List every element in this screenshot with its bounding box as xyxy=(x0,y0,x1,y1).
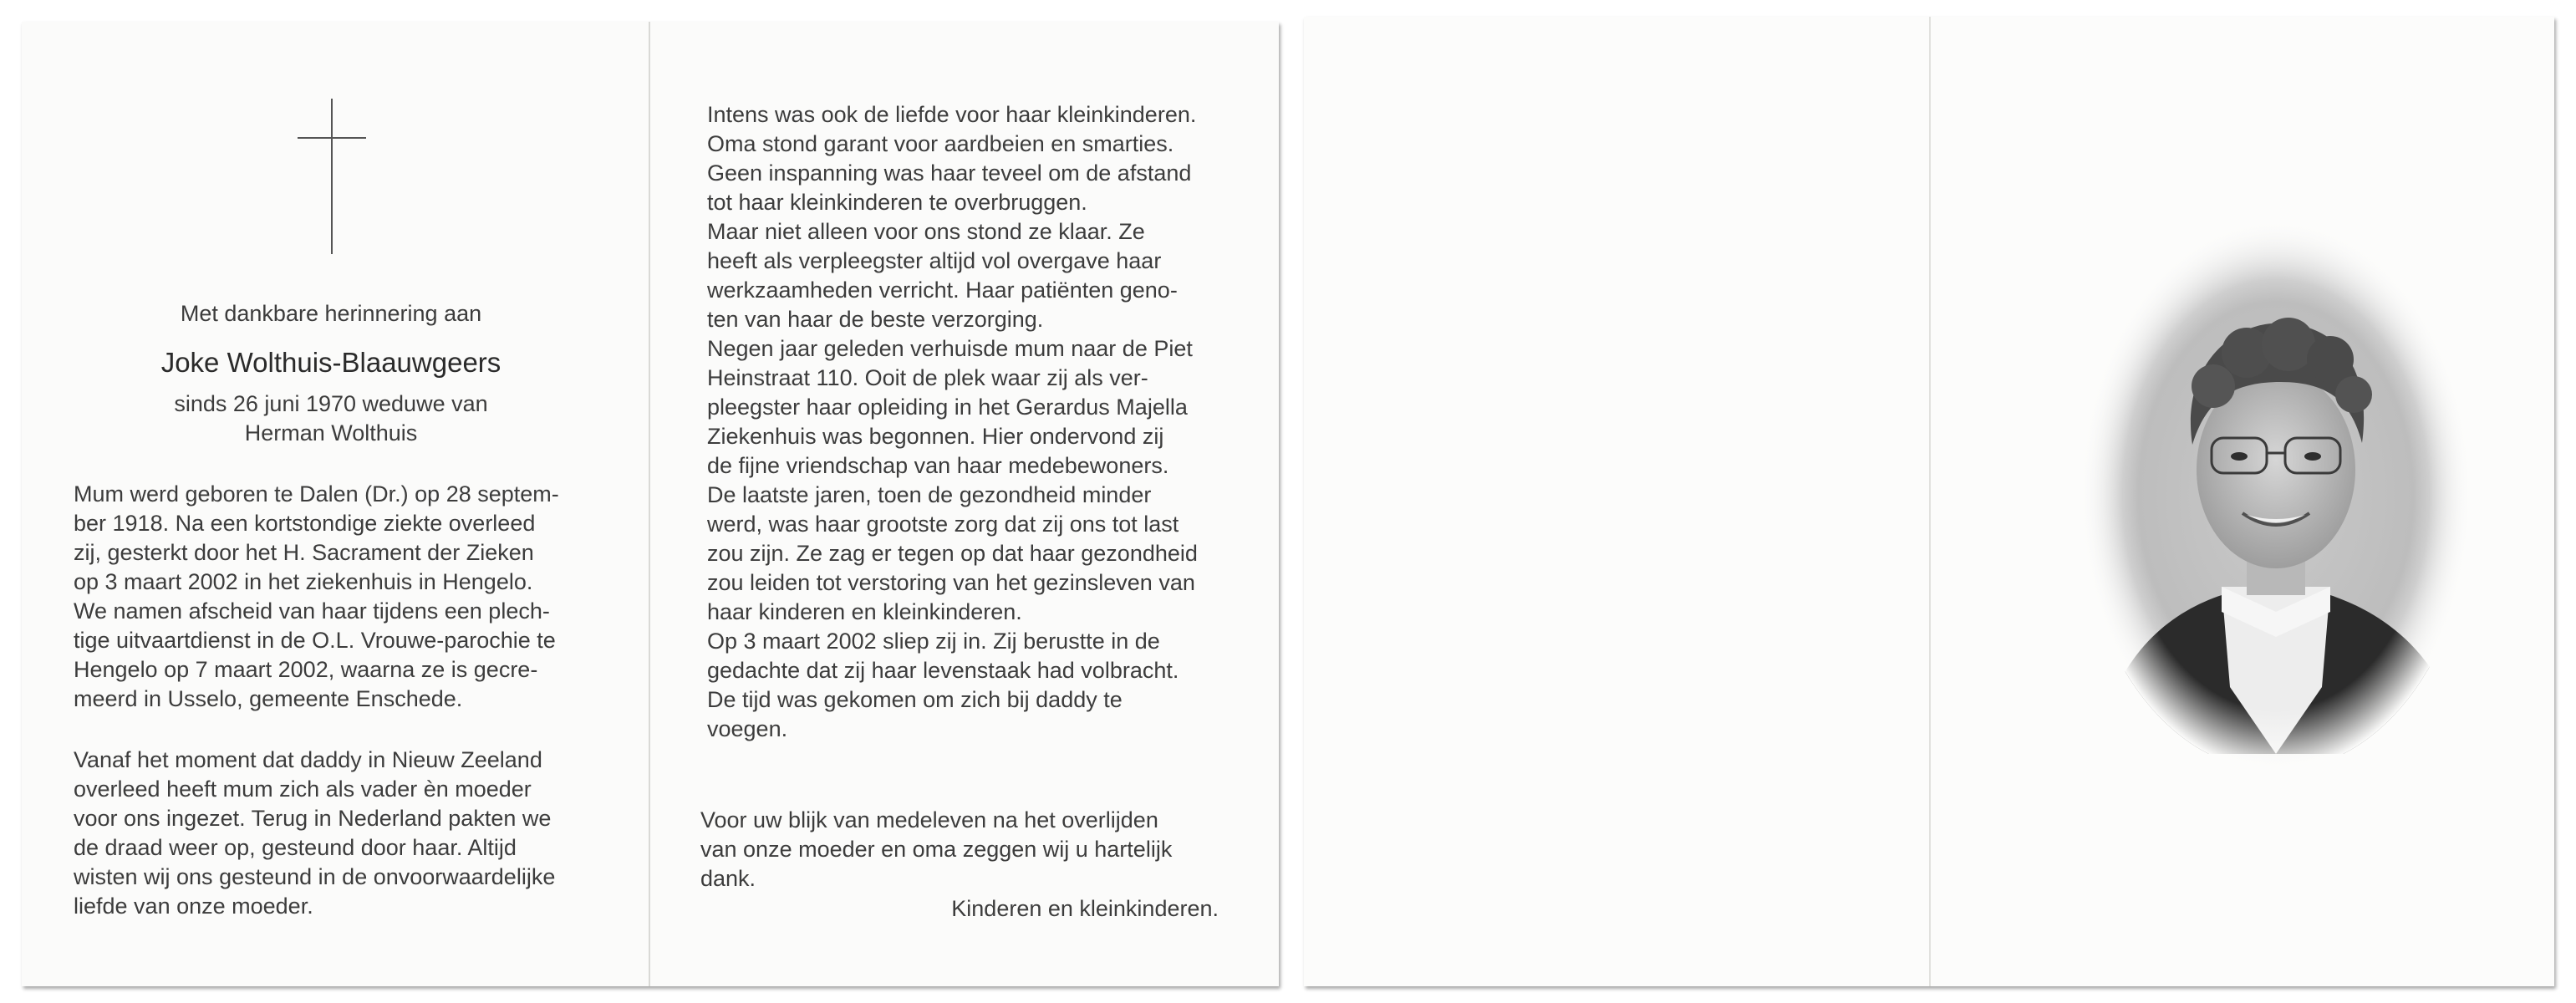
text-line: Hengelo op 7 maart 2002, waarna ze is gecre- xyxy=(74,657,538,682)
card-fold xyxy=(1929,17,1931,986)
text-line: tot haar kleinkinderen te overbruggen. xyxy=(707,190,1087,215)
text-line: Heinstraat 110. Ooit de plek waar zij als ver- xyxy=(707,365,1148,390)
text-line: op 3 maart 2002 in het ziekenhuis in Hengelo. xyxy=(74,569,533,594)
signature: Kinderen en kleinkinderen. xyxy=(951,896,1219,921)
widow-line-1: sinds 26 juni 1970 weduwe van xyxy=(174,391,488,416)
text-line: De laatste jaren, toen de gezondheid minder xyxy=(707,482,1152,507)
text-line: We namen afscheid van haar tijdens een plech- xyxy=(74,598,550,624)
card-fold xyxy=(649,22,650,986)
text-line: Intens was ook de liefde voor haar kleinkinderen. xyxy=(707,102,1197,127)
text-line: haar kinderen en kleinkinderen. xyxy=(707,599,1022,624)
text-line: voor ons ingezet. Terug in Nederland pakten we xyxy=(74,806,552,831)
text-line: Vanaf het moment dat daddy in Nieuw Zeeland xyxy=(74,747,542,772)
left-paragraph-1 xyxy=(74,480,587,714)
text-line: Op 3 maart 2002 sliep zij in. Zij berustte in de xyxy=(707,629,1160,654)
text-line: Oma stond garant voor aardbeien en smarties. xyxy=(707,131,1174,156)
cross-icon xyxy=(298,99,366,254)
text-line: ber 1918. Na een kortstondige ziekte overleed xyxy=(74,511,536,536)
text-line: meerd in Usselo, gemeente Enschede. xyxy=(74,686,463,711)
text-line: werkzaamheden verricht. Haar patiënten geno- xyxy=(707,277,1178,303)
text-line: de fijne vriendschap van haar medebewoners. xyxy=(707,453,1169,478)
text-line: tige uitvaartdienst in de O.L. Vrouwe-parochie te xyxy=(74,628,556,653)
text-line: zij, gesterkt door het H. Sacrament der Zieken xyxy=(74,540,534,565)
portrait-photo xyxy=(2080,219,2472,771)
text-line: de draad weer op, gesteund door haar. Altijd xyxy=(74,835,517,860)
intro-line: Met dankbare herinnering aan xyxy=(180,301,482,326)
text-line: Negen jaar geleden verhuisde mum naar de Piet xyxy=(707,336,1193,361)
text-line: overleed heeft mum zich als vader èn moeder xyxy=(74,776,532,802)
deceased-name: Joke Wolthuis-Blaauwgeers xyxy=(160,347,501,378)
widow-line-2: Herman Wolthuis xyxy=(244,420,418,445)
text-line: Maar niet alleen voor ons stond ze klaar. Ze xyxy=(707,219,1145,244)
text-line: De tijd was gekomen om zich bij daddy te xyxy=(707,687,1123,712)
text-line: voegen. xyxy=(707,716,788,741)
text-line: Mum werd geboren te Dalen (Dr.) op 28 septem- xyxy=(74,481,559,507)
text-line: zou leiden tot verstoring van het gezinsleven van xyxy=(707,570,1195,595)
middle-paragraphs xyxy=(707,100,1219,744)
text-line: heeft als verpleegster altijd vol overgave haar xyxy=(707,248,1162,273)
text-line: Voor uw blijk van medeleven na het overlijden xyxy=(700,807,1158,832)
text-line: wisten wij ons gesteund in de onvoorwaardelijke xyxy=(74,864,556,889)
thanks-paragraph xyxy=(700,806,1219,894)
text-line: zou zijn. Ze zag er tegen op dat haar gezondheid xyxy=(707,541,1198,566)
text-line: dank. xyxy=(700,866,756,891)
text-line: Geen inspanning was haar teveel om de afstand xyxy=(707,160,1192,186)
text-line: van onze moeder en oma zeggen wij u hartelijk xyxy=(700,837,1173,862)
text-line: liefde van onze moeder. xyxy=(74,894,313,919)
text-line: ten van haar de beste verzorging. xyxy=(707,307,1044,332)
text-line: pleegster haar opleiding in het Gerardus Majella xyxy=(707,395,1188,420)
text-line: werd, was haar grootste zorg dat zij ons tot last xyxy=(707,512,1179,537)
text-line: Ziekenhuis was begonnen. Hier ondervond zij xyxy=(707,424,1164,449)
text-line: gedachte dat zij haar levenstaak had volbracht. xyxy=(707,658,1179,683)
left-paragraph-2 xyxy=(74,746,587,921)
